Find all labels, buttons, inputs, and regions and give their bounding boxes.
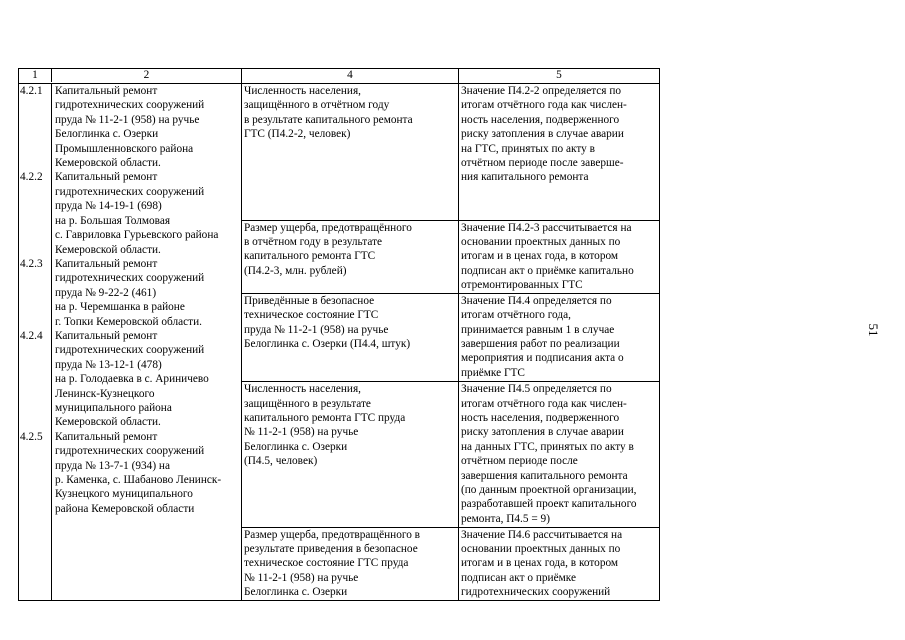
indicator-cell — [242, 382, 459, 528]
text-line: р. Каменка, с. Шабаново Ленинск- — [55, 474, 222, 487]
text-line: итогам отчётного года как числен- — [461, 99, 627, 112]
text-line: принимается равным 1 в случае — [461, 323, 615, 336]
text-line: ГТС (П4.2-2, человек) — [244, 128, 351, 141]
activity-item — [19, 329, 241, 430]
text-line: Белоглинка с. Озерки — [244, 440, 348, 453]
text-line: основании проектных данных по — [461, 235, 621, 248]
activity-name — [52, 84, 241, 170]
text-line: Капитальный ремонт — [55, 430, 158, 443]
text-line: завершения работ по реализации — [461, 338, 620, 351]
text-line: г. Топки Кемеровской области. — [55, 315, 202, 328]
text-line: гидротехнических сооружений — [461, 586, 611, 599]
activity-item — [19, 84, 241, 170]
text-line: (по данным проектной организации, — [461, 483, 637, 496]
text-line: техническое состояние ГТС — [244, 309, 379, 322]
indicator-cell — [242, 84, 459, 220]
text-line: итогам отчётного года как числен- — [461, 397, 627, 410]
text-line: ность населения, подверженного — [461, 411, 620, 424]
text-line: гидротехнических сооружений — [55, 185, 205, 198]
text-line: отремонтированных ГТС — [461, 279, 583, 292]
text-line: гидротехнических сооружений — [55, 272, 205, 285]
text-line: муниципального района — [55, 401, 172, 414]
header-col-5: 5 — [459, 69, 660, 84]
text-line: отчётном периоде после заверше- — [461, 157, 624, 170]
text-line: отчётном периоде после — [461, 455, 578, 468]
text-line: Размер ущерба, предотвращённого — [244, 221, 412, 234]
indicator-cell — [242, 220, 459, 293]
text-line: гидротехнических сооружений — [55, 99, 205, 112]
header-col-1: 1 — [19, 69, 52, 82]
text-line: Значение П4.2-3 рассчитывается на — [461, 221, 632, 234]
text-line: Белоглинка с. Озерки — [244, 586, 348, 599]
text-line: на р. Большая Толмовая — [55, 214, 171, 227]
text-line: гидротехнических сооружений — [55, 445, 205, 458]
text-line: капитального ремонта ГТС — [244, 250, 376, 263]
header-col-4: 4 — [242, 69, 459, 84]
activity-number: 4.2.1 — [20, 85, 43, 98]
text-line: разработавшей проект капитального — [461, 498, 637, 511]
activity-name — [52, 257, 241, 329]
text-line: с. Гавриловка Гурьевского района — [55, 229, 219, 242]
text-line: Капитальный ремонт — [55, 257, 158, 270]
text-line: № 11-2-1 (958) на ручье — [244, 426, 359, 439]
page-number: 51 — [866, 323, 881, 337]
text-line: Значение П4.6 рассчитывается на — [461, 528, 623, 541]
text-line: Промышленновского района — [55, 142, 194, 155]
activity-name — [52, 430, 241, 516]
method-cell — [459, 220, 660, 293]
text-line: Значение П4.5 определяется по — [461, 383, 612, 396]
text-line: пруда № 9-22-2 (461) — [55, 286, 157, 299]
text-line: итогам отчётного года, — [461, 309, 571, 322]
text-line: капитального ремонта ГТС пруда — [244, 411, 406, 424]
text-line: приёмке ГТС — [461, 366, 525, 379]
text-line: Белоглинка с. Озерки — [55, 128, 159, 141]
text-line: ремонта, П4.5 = 9) — [461, 512, 550, 525]
text-line: Кемеровской области. — [55, 416, 161, 429]
text-line: пруда № 13-12-1 (478) — [55, 358, 162, 371]
text-line: техническое состояние ГТС пруда — [244, 557, 409, 570]
text-line: Капитальный ремонт — [55, 329, 158, 342]
text-line: Ленинск-Кузнецкого — [55, 387, 155, 400]
text-line: риску затопления в случае аварии — [461, 128, 624, 141]
text-line: (П4.5, человек) — [244, 455, 318, 468]
activities-list — [19, 84, 241, 600]
text-line: подписан акт о приёмке капитально — [461, 264, 634, 277]
text-line: защищённого в отчётном году — [244, 99, 390, 112]
program-table — [18, 68, 861, 601]
activity-name — [52, 329, 241, 430]
text-line: пруда № 13-7-1 (934) на — [55, 459, 170, 472]
text-line: на данных ГТС, принятых по акту в — [461, 440, 634, 453]
text-line: Кемеровской области. — [55, 157, 161, 170]
text-line: Размер ущерба, предотвращённого в — [244, 528, 421, 541]
indicator-cell — [242, 527, 459, 600]
text-line: № 11-2-1 (958) на ручье — [244, 571, 359, 584]
activity-name — [52, 170, 241, 256]
text-line: на р. Голодаевка в с. Ариничево — [55, 373, 209, 386]
text-line: защищённого в результате — [244, 397, 371, 410]
text-line: Капитальный ремонт — [55, 85, 158, 98]
text-line: Приведённые в безопасное — [244, 294, 375, 307]
method-cell — [459, 382, 660, 528]
activity-number: 4.2.4 — [20, 329, 43, 342]
text-line: на ГТС, принятых по акту в — [461, 142, 595, 155]
text-line: Численность населения, — [244, 85, 361, 98]
activity-number: 4.2.2 — [20, 171, 43, 184]
activity-item — [19, 257, 241, 329]
text-line: завершения капитального ремонта — [461, 469, 628, 482]
activity-number: 4.2.5 — [20, 430, 43, 443]
text-line: Численность населения, — [244, 383, 361, 396]
activity-number: 4.2.3 — [20, 257, 43, 270]
text-line: Значение П4.2-2 определяется по — [461, 85, 622, 98]
activity-item — [19, 170, 241, 256]
text-line: пруда № 11-2-1 (958) на ручье — [244, 323, 389, 336]
text-line: итогам и в ценах года, в котором — [461, 557, 619, 570]
text-line: результате приведения в безопасное — [244, 543, 418, 556]
method-cell — [459, 293, 660, 381]
text-line: в отчётном году в результате — [244, 235, 383, 248]
text-line: подписан акт о приёмке — [461, 571, 576, 584]
header-row — [19, 69, 861, 84]
text-line: на р. Черемшанка в районе — [55, 301, 185, 314]
text-line: риску затопления в случае аварии — [461, 426, 624, 439]
text-line: пруда № 11-2-1 (958) на ручье — [55, 113, 200, 126]
text-line: Белоглинка с. Озерки (П4.4, штук) — [244, 338, 411, 351]
activities-cell — [19, 84, 242, 601]
text-line: Капитальный ремонт — [55, 171, 158, 184]
text-line: района Кемеровской области — [55, 502, 195, 515]
text-line: (П4.2-3, млн. рублей) — [244, 264, 347, 277]
activity-item — [19, 430, 241, 516]
text-line: основании проектных данных по — [461, 543, 621, 556]
indicator-cell — [242, 293, 459, 381]
method-cell — [459, 527, 660, 600]
row-1 — [19, 84, 861, 220]
text-line: пруда № 14-19-1 (698) — [55, 200, 162, 213]
method-cell — [459, 84, 660, 220]
text-line: итогам и в ценах года, в котором — [461, 250, 619, 263]
text-line: Значение П4.4 определяется по — [461, 294, 612, 307]
text-line: Кемеровской области. — [55, 243, 161, 256]
text-line: мероприятия и подписания акта о — [461, 352, 624, 365]
text-line: ность населения, подверженного — [461, 113, 620, 126]
text-line: в результате капитального ремонта — [244, 113, 413, 126]
header-cell-1 — [19, 69, 242, 84]
header-col-2: 2 — [143, 69, 150, 81]
text-line: гидротехнических сооружений — [55, 344, 205, 357]
text-line: Кузнецкого муниципального — [55, 488, 193, 501]
text-line: ния капитального ремонта — [461, 171, 589, 184]
